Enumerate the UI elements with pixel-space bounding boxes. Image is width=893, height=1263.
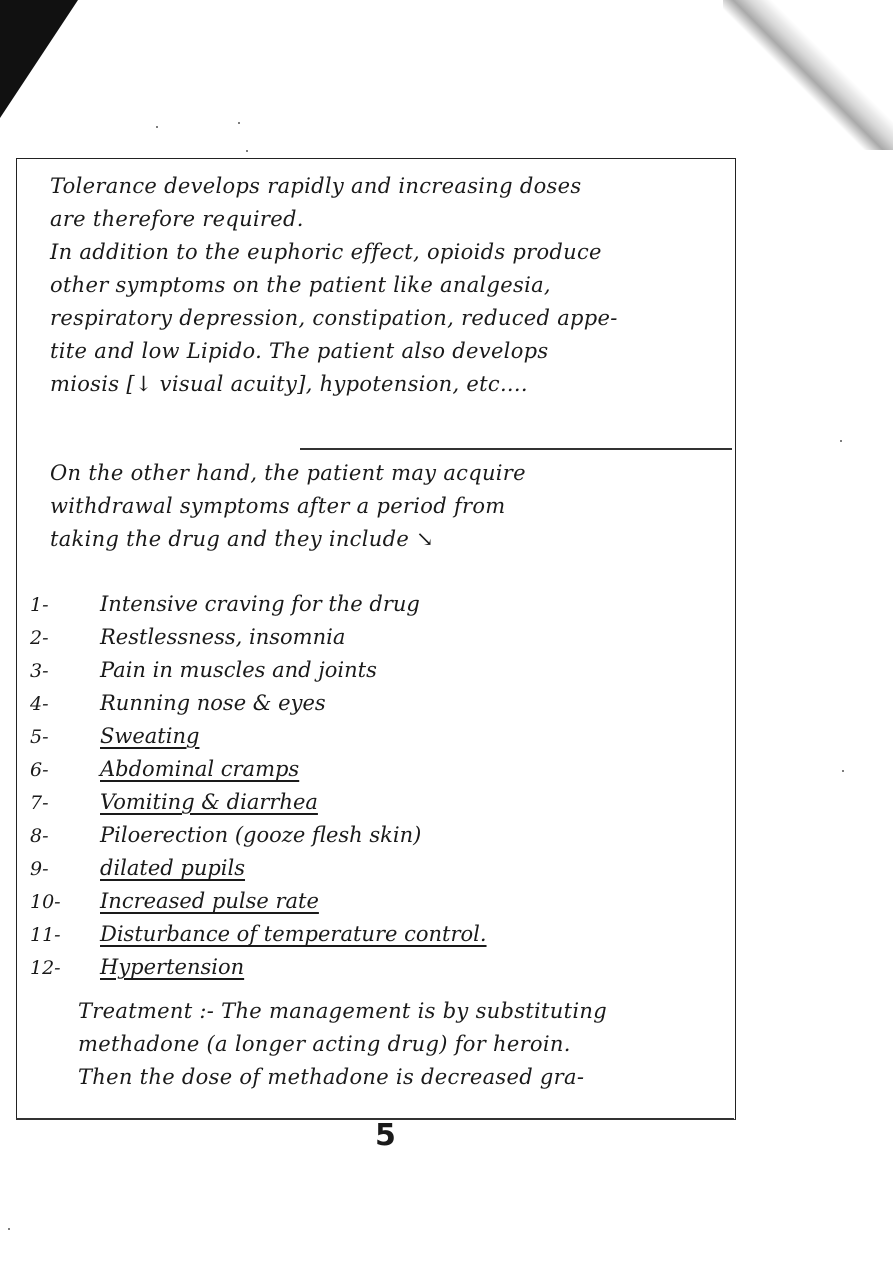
item-number: 8- bbox=[30, 825, 49, 847]
text-line: tite and low Lipido. The patient also develops bbox=[50, 339, 549, 363]
item-number: 9- bbox=[30, 858, 49, 880]
list-item bbox=[30, 588, 670, 621]
scan-shadow-top-left bbox=[0, 0, 78, 118]
notes-body bbox=[50, 170, 732, 556]
item-text: Hypertension bbox=[100, 955, 245, 979]
text-line: In addition to the euphoric effect, opioids produce bbox=[50, 240, 602, 264]
withdrawal-symptom-list bbox=[30, 588, 670, 984]
list-item bbox=[30, 918, 670, 951]
text-line: respiratory depression, constipation, reduced appe- bbox=[50, 306, 618, 330]
item-text: Running nose & eyes bbox=[100, 691, 326, 715]
list-item bbox=[30, 786, 670, 819]
paragraph-treatment bbox=[78, 995, 728, 1094]
item-text: Abdominal cramps bbox=[100, 757, 300, 781]
item-number: 10- bbox=[30, 891, 61, 913]
list-item bbox=[30, 687, 670, 720]
text-line: On the other hand, the patient may acquire bbox=[50, 461, 526, 485]
scan-speck bbox=[246, 150, 248, 152]
scan-speck bbox=[840, 440, 842, 442]
list-item bbox=[30, 885, 670, 918]
list-item bbox=[30, 621, 670, 654]
scan-speck bbox=[156, 126, 158, 128]
text-line: methadone (a longer acting drug) for heroin. bbox=[78, 1032, 571, 1056]
list-item bbox=[30, 720, 670, 753]
paragraph-tolerance bbox=[50, 170, 732, 401]
item-number: 3- bbox=[30, 660, 49, 682]
scan-shadow-top-right bbox=[723, 0, 893, 150]
list-item bbox=[30, 819, 670, 852]
item-number: 1- bbox=[30, 594, 49, 616]
item-text: Piloerection (gooze flesh skin) bbox=[100, 823, 422, 847]
spacer bbox=[50, 401, 732, 457]
text-line: other symptoms on the patient like analgesia, bbox=[50, 273, 551, 297]
text-line: Tolerance develops rapidly and increasing doses bbox=[50, 174, 582, 198]
item-number: 11- bbox=[30, 924, 61, 946]
text-line: Treatment :- The management is by substituting bbox=[78, 999, 607, 1023]
item-number: 7- bbox=[30, 792, 49, 814]
scan-speck bbox=[8, 1228, 10, 1230]
scan-speck bbox=[238, 122, 240, 124]
item-number: 5- bbox=[30, 726, 49, 748]
list-item bbox=[30, 753, 670, 786]
item-text: Disturbance of temperature control. bbox=[100, 922, 487, 946]
page-number: 5 bbox=[375, 1118, 396, 1153]
item-text: Restlessness, insomnia bbox=[100, 625, 346, 649]
item-text: dilated pupils bbox=[100, 856, 246, 880]
text-line: taking the drug and they include ↘ bbox=[50, 527, 434, 551]
item-number: 6- bbox=[30, 759, 49, 781]
item-number: 2- bbox=[30, 627, 49, 649]
text-line: miosis [↓ visual acuity], hypotension, etc.... bbox=[50, 372, 528, 396]
text-line: are therefore required. bbox=[50, 207, 304, 231]
scan-speck bbox=[842, 770, 844, 772]
item-text: Vomiting & diarrhea bbox=[100, 790, 318, 814]
item-text: Intensive craving for the drug bbox=[100, 592, 420, 616]
list-item bbox=[30, 852, 670, 885]
item-number: 4- bbox=[30, 693, 49, 715]
list-item bbox=[30, 951, 670, 984]
text-line: withdrawal symptoms after a period from bbox=[50, 494, 506, 518]
item-number: 12- bbox=[30, 957, 61, 979]
item-text: Sweating bbox=[100, 724, 200, 748]
paragraph-withdrawal bbox=[50, 457, 732, 556]
list-item bbox=[30, 654, 670, 687]
text-line: Then the dose of methadone is decreased gra- bbox=[78, 1065, 585, 1089]
item-text: Pain in muscles and joints bbox=[100, 658, 377, 682]
item-text: Increased pulse rate bbox=[100, 889, 319, 913]
